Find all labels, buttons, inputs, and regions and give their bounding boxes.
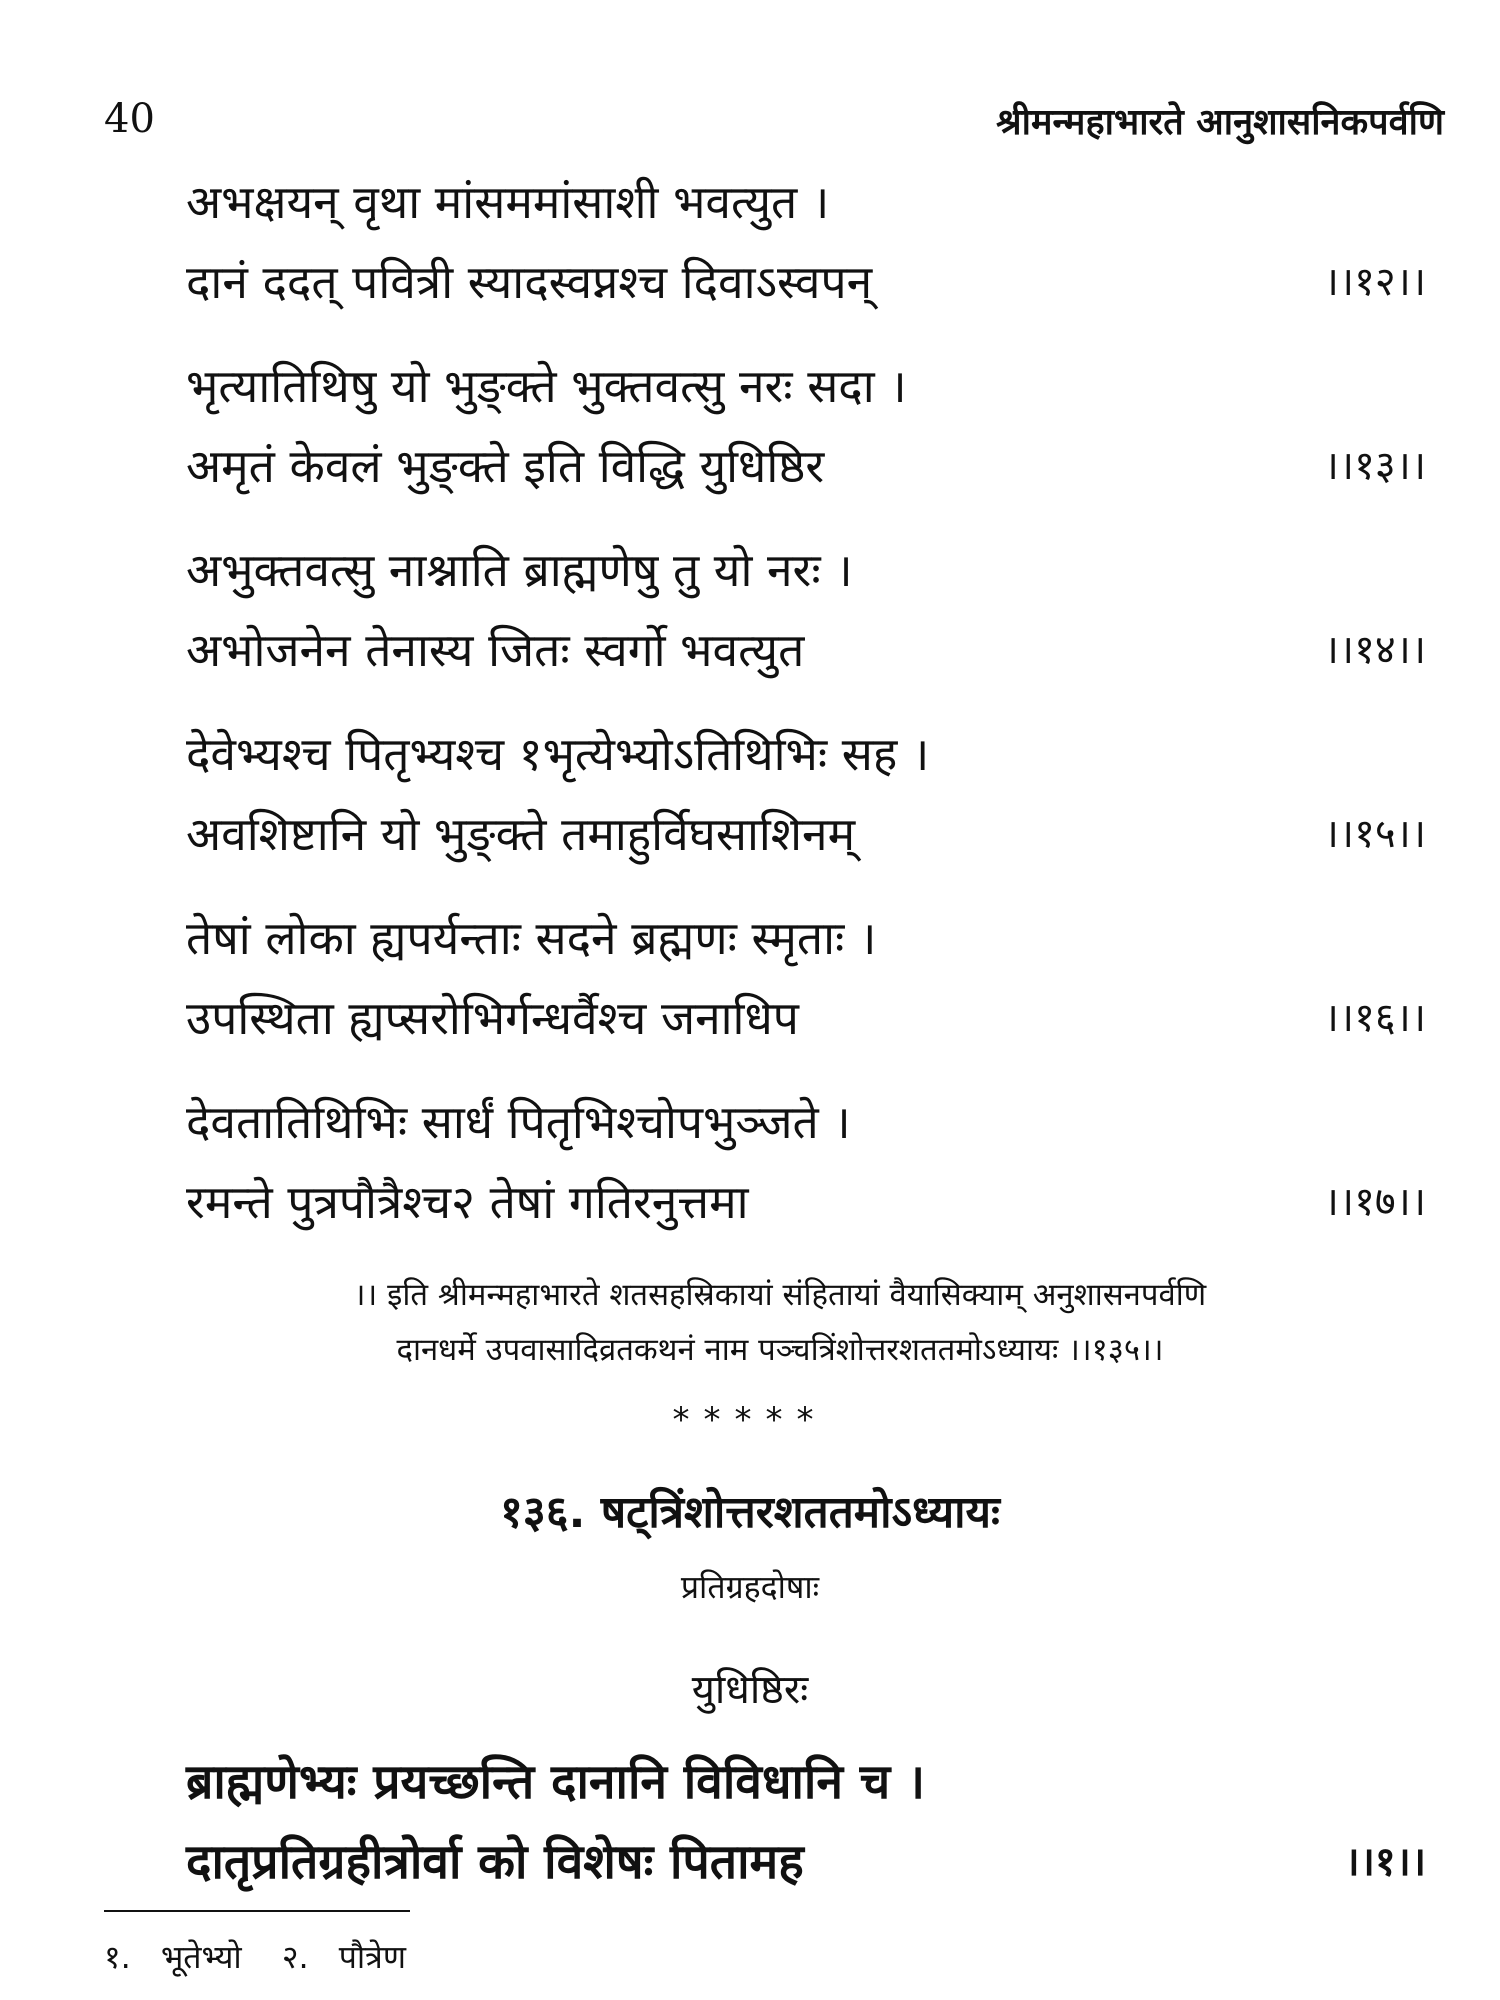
verse-line: देवतातिथिभिः सार्धं पितृभिश्चोपभुञ्जते । (186, 1095, 851, 1149)
verse-14 (186, 530, 1426, 690)
verse-number: ।।१३।। (1323, 443, 1426, 489)
verse-17 (186, 1082, 1426, 1242)
verse-number: ।।१४।। (1323, 627, 1426, 673)
chapter-heading: १३६. षट्त्रिंशोत्तरशततमोऽध्यायः (500, 1487, 1000, 1538)
verse-1 (186, 1742, 1426, 1902)
footnote-marker: २. (281, 1938, 309, 1976)
verse-line: अमृतं केवलं भुङ्क्ते इति विद्धि युधिष्ठिर (186, 439, 825, 493)
verse-line: दातृप्रतिग्रहीत्रोर्वा को विशेषः पितामह (186, 1834, 804, 1890)
footnote-marker: १. (104, 1938, 131, 1976)
verse-number: ।।१६।। (1323, 995, 1426, 1041)
page-number: 40 (104, 96, 155, 142)
verse-line: उपस्थिता ह्यप्सरोभिर्गन्धर्वैश्च जनाधिप (186, 991, 799, 1045)
verse-16 (186, 898, 1426, 1058)
colophon-line: ।। इति श्रीमन्महाभारते शतसहस्रिकायां संहितायां वैयासिक्याम् अनुशासनपर्वणि (353, 1277, 1207, 1313)
footnotes (104, 1935, 436, 1978)
verse-line: भृत्यातिथिषु यो भुङ्क्ते भुक्तवत्सु नरः सदा । (186, 359, 907, 413)
chapter-colophon (120, 1268, 1440, 1378)
chapter-subtitle: प्रतिग्रहदोषाः (680, 1568, 820, 1606)
verse-line: देवेभ्यश्च पितृभ्यश्च १भृत्येभ्योऽतिथिभिः सह । (186, 727, 930, 781)
verse-line: दानं ददत् पवित्री स्यादस्वप्नश्च दिवाऽस्वपन् (186, 255, 873, 309)
verse-line: अभोजनेन तेनास्य जितः स्वर्गो भवत्युत (186, 623, 805, 677)
verse-line: रमन्ते पुत्रपौत्रैश्च२ तेषां गतिरनुत्तमा (186, 1175, 749, 1229)
verse-number: ।।१।। (1344, 1839, 1426, 1885)
verse-number: ।।१२।। (1323, 259, 1426, 305)
running-title: श्रीमन्महाभारते आनुशासनिकपर्वणि (996, 102, 1444, 143)
verse-line: अवशिष्टानि यो भुङ्क्ते तमाहुर्विघसाशिनम् (186, 807, 856, 861)
verse-13 (186, 346, 1426, 506)
colophon-line: दानधर्मे उपवासादिव्रतकथनं नाम पञ्चत्रिंशोत्तरशततमोऽध्यायः ।।१३५।। (396, 1332, 1164, 1368)
verse-line: अभक्षयन् वृथा मांसममांसाशी भवत्युत । (186, 175, 830, 229)
verse-number: ।।१७।। (1323, 1179, 1426, 1225)
verse-12 (186, 162, 1426, 322)
verse-number: ।।१५।। (1323, 811, 1426, 857)
footnote-text: भूतेभ्यो (160, 1938, 242, 1976)
verse-line: अभुक्तवत्सु नाश्नाति ब्राह्मणेषु तु यो नरः । (186, 543, 853, 597)
section-separator: ***** (672, 1400, 828, 1440)
verse-line: तेषां लोका ह्यपर्यन्ताः सदने ब्रह्मणः स्मृताः । (186, 911, 877, 965)
speaker-name: युधिष्ठिरः (691, 1667, 809, 1713)
footnote-divider (104, 1910, 410, 1912)
verse-line: ब्राह्मणेभ्यः प्रयच्छन्ति दानानि विविधानि च । (186, 1754, 926, 1810)
verse-15 (186, 714, 1426, 874)
footnote-text: पौत्रेण (338, 1938, 406, 1976)
